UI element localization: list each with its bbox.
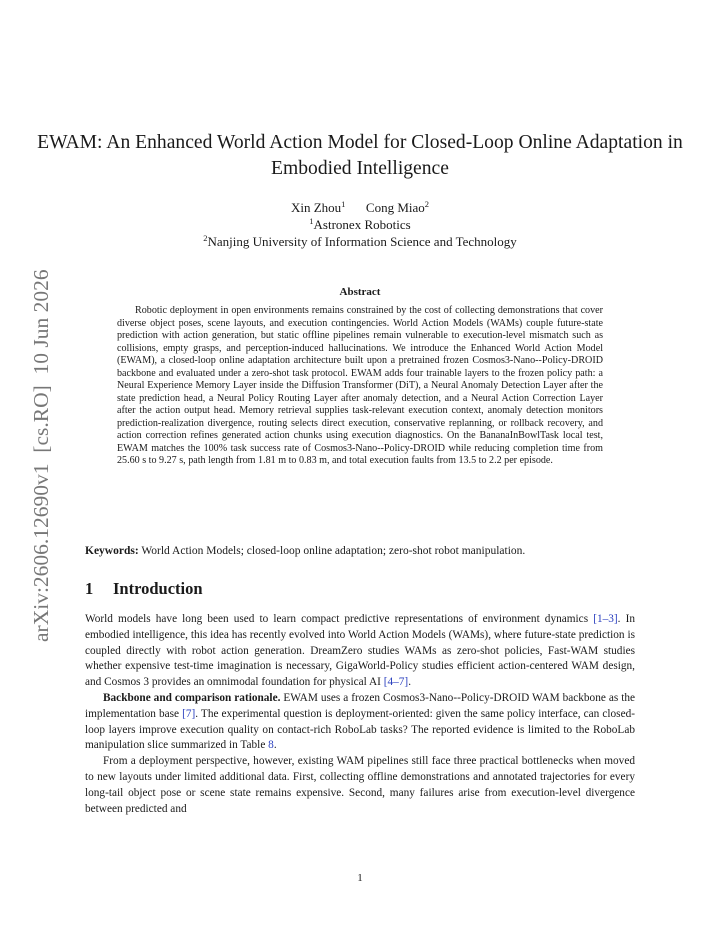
arxiv-watermark-text: arXiv:2606.12690v1 [cs.RO] 10 Jun 2026 — [29, 269, 53, 642]
affiliation-1-text: Astronex Robotics — [313, 217, 411, 232]
keywords-text: World Action Models; closed-loop online adaptation; zero-shot robot manipulation. — [141, 545, 526, 557]
keywords — [85, 544, 645, 558]
p2-run-in-heading: Backbone and comparison rationale. — [103, 691, 281, 704]
paragraph-1 — [85, 612, 635, 691]
author-1-sup: 1 — [341, 199, 346, 209]
abstract-heading: Abstract — [339, 286, 381, 298]
author-block — [0, 199, 720, 250]
p2-text-c: . — [273, 739, 277, 752]
p1-text-b: . In embodied intelligence, this idea has recently evolved into World Action Models (WAMs), where future-state prediction is coupled directly with robot action generation. DreamZero studies WAMs as zero-shot policies, Fast-WAM studies whether expensive test-time imagination is necessary, GigaWorld-Policy studies efficient action-centered WAM design, and Cosmos 3 provides an omnimodal foundation for physical AI — [85, 613, 635, 689]
p2-text-b: . The experimental question is deployment-oriented: given the same policy interface, can closed-loop layers improve execution quality on contact-rich RoboLab tasks? The reported evidence is limited to the RoboLab manipulation slice summarized in Table — [85, 707, 635, 752]
section-heading — [85, 579, 203, 599]
paper-title: EWAM: An Enhanced World Action Model for Closed-Loop Online Adaptation in Embodied Intelligence — [37, 132, 683, 179]
p1-text-c: . — [408, 676, 412, 689]
arxiv-watermark — [22, 262, 58, 642]
author-2-sup: 2 — [424, 199, 430, 209]
table-ref-link[interactable]: 8 — [268, 739, 274, 752]
citation-link[interactable]: [1–3] — [593, 613, 618, 625]
affiliation-1 — [0, 216, 720, 233]
affiliation-2-text: Nanjing University of Information Science and Technology — [207, 234, 517, 249]
author-1: Xin Zhou — [290, 200, 342, 215]
body-text — [85, 612, 635, 817]
citation-link[interactable]: [7] — [182, 707, 196, 720]
section-title: Introduction — [113, 579, 203, 598]
affiliation-2-sup: 2 — [203, 233, 208, 243]
abstract-text: Robotic deployment in open environments remains constrained by the cost of collecting demonstrations that cover diverse object poses, scene layouts, and execution contingencies. World Action Models (WAMs) couple future-state prediction with action generation, but static offline pipelines remain vulnerable to execution-level mismatch such as collisions, empty grasps, and perception-induced hallucinations. We introduce the Enhanced World Action Model (EWAM), a closed-loop online adaptation architecture built upon a pretrained frozen Cosmos3-Nano--Policy-DROID backbone and evaluated under a zero-shot task protocol. EWAM adds four trainable layers to the frozen policy path: a Neural Experience Memory Layer inside the Diffusion Transformer (DiT), a Neural Anomaly Detection Layer after the state prediction head, a Neural Policy Routing Layer after anomaly detection, and a Neural Action Correction Layer after the action output head. Memory retrieval supplies task-relevant execution context, anomaly detection monitors prediction-realization divergence, routing selects direct execution, conservative replanning, or rollback recovery, and action correction refines generated action chunks using execution diagnostics. On the BananaInBowlTask local test, EWAM matches the 100% task success rate of Cosmos3-Nano--Policy-DROID while reducing completion time from 25.60 s to 9.27 s, path length from 1.81 m to 0.83 m, and total execution faults from 13.5 to 2.2 per episode. — [117, 305, 603, 466]
citation-link[interactable]: [4–7] — [383, 676, 409, 689]
author-names — [0, 199, 720, 216]
p2-text-a: EWAM uses a frozen Cosmos3-Nano--Policy-DROID WAM backbone as the implementation base — [85, 691, 635, 720]
p1-text-a: World models have long been used to learn compact predictive representations of environment dynamics — [85, 613, 594, 625]
affiliation-1-sup: 1 — [309, 216, 314, 226]
affiliation-2 — [0, 233, 720, 250]
keywords-label: Keywords: — [85, 545, 139, 557]
page-number: 1 — [357, 872, 363, 884]
author-2: Cong Miao — [365, 200, 425, 215]
paragraph-3: From a deployment perspective, however, existing WAM pipelines still face three practical bottlenecks when moved to new layouts under limited additional data. First, collecting offline demonstrations and annotated trajectories for every long-tail object pose or scene state remains expensive. Second, many failures arise from execution-level divergence between predicted and — [85, 755, 635, 815]
section-number: 1 — [85, 579, 94, 598]
paragraph-2 — [85, 691, 635, 754]
